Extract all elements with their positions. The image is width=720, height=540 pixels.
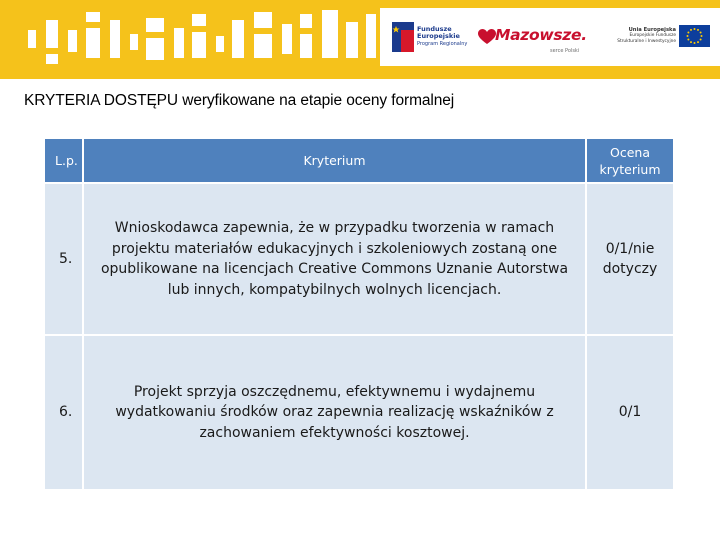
row-number: 5. [45, 184, 82, 334]
mazowsze-logo [478, 26, 590, 58]
fundusze-europejskie-logo [392, 20, 482, 58]
table-row [45, 184, 673, 334]
page-title: KRYTERIA DOSTĘPU weryfikowane na etapie oceny formalnej [24, 92, 455, 109]
unia-europejska-logo [610, 25, 720, 55]
score-value: 0/1 [587, 336, 673, 489]
header-criterion: Kryterium [84, 139, 585, 182]
ue-sub1: Europejskie Fundusze [629, 33, 676, 38]
criterion-text: Projekt sprzyja oszczędnemu, efektywnemu i wydajnemu wydatkowaniu środków oraz zapewnia realizację wskaźników z zachowaniem efektywności kosztowej. [84, 336, 585, 489]
ue-sub2: Strukturalne i Inwestycyjne [617, 39, 676, 44]
criterion-text: Wnioskodawca zapewnia, że w przypadku tworzenia w ramach projektu materiałów edukacyjnych i szkoleniowych zostaną one opublikowane na licencjach Creative Commons Uznanie Autorstwa lub innych, kompatybilnych wolnych licencjach. [84, 184, 585, 334]
table-header-row [45, 139, 673, 182]
score-value: 0/1/nie dotyczy [587, 184, 673, 334]
decorative-pattern [0, 0, 380, 79]
criteria-table [43, 137, 675, 491]
mazowsze-tagline: serce Polski [550, 48, 580, 54]
eu-flag-icon [679, 25, 710, 47]
logo-strip [380, 8, 720, 66]
ue-line1: Unia Europejska [628, 27, 676, 33]
fundusze-line2: Europejskie [417, 32, 460, 40]
row-number: 6. [45, 336, 82, 489]
heart-icon [478, 29, 496, 45]
header-score: Ocena kryterium [587, 139, 673, 182]
fundusze-europejskie-icon [392, 22, 414, 52]
mazowsze-name: Mazowsze. [495, 26, 587, 44]
header-banner [0, 0, 720, 79]
fundusze-line1: Fundusze [417, 25, 452, 33]
header-lp: L.p. [45, 139, 82, 182]
fundusze-subtitle: Program Regionalny [417, 41, 468, 47]
table-row [45, 336, 673, 489]
